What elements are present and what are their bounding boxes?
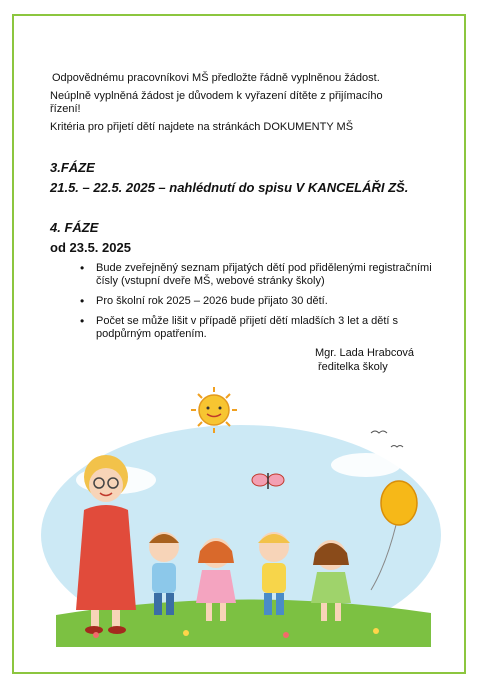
intro-line-1: Odpovědnému pracovníkovi MŠ předložte řádně vyplněnou žádost. [52,72,380,84]
phase3-heading: 3.FÁZE [50,160,95,175]
bullet-item: • Počet se může lišit v případě přijetí dětí mladších 3 let a dětí s podpůrným opatřením. [76,315,456,341]
phase3-detail: 21.5. – 22.5. 2025 – nahlédnutí do spisu V KANCELÁŘI ZŠ. [50,180,409,195]
teacher-figure [76,455,136,634]
bird-icon [371,431,387,433]
flower-icon [373,628,379,634]
intro-line-3: Kritéria pro přijetí dětí najdete na stránkách DOKUMENTY MŠ [50,121,354,133]
flower-icon [283,632,289,638]
intro-line-2a: Neúplně vyplněná žádost je důvodem k vyřazení dítěte z přijímacího [50,90,383,102]
signature-name: Mgr. Lada Hrabcová [315,347,415,359]
cloud [331,453,401,477]
flower-icon [183,630,189,636]
phase4-date: od 23.5. 2025 [50,240,131,255]
phase4-heading: 4. FÁZE [50,220,99,235]
signature-role: ředitelka školy [318,361,388,373]
bullet-item: • Bude zveřejněný seznam přijatých dětí pod přidělenými registračními čísly (vstupní dveře MŠ, webové stránky školy) [76,262,456,288]
phase4-bullet-list [76,262,456,348]
intro-line-2b: řízení! [50,103,81,115]
bird-icon [391,446,403,448]
kids-illustration [36,385,446,655]
flower-icon [93,632,99,638]
bullet-item: • Pro školní rok 2025 – 2026 bude přijato 30 dětí. [76,295,456,308]
